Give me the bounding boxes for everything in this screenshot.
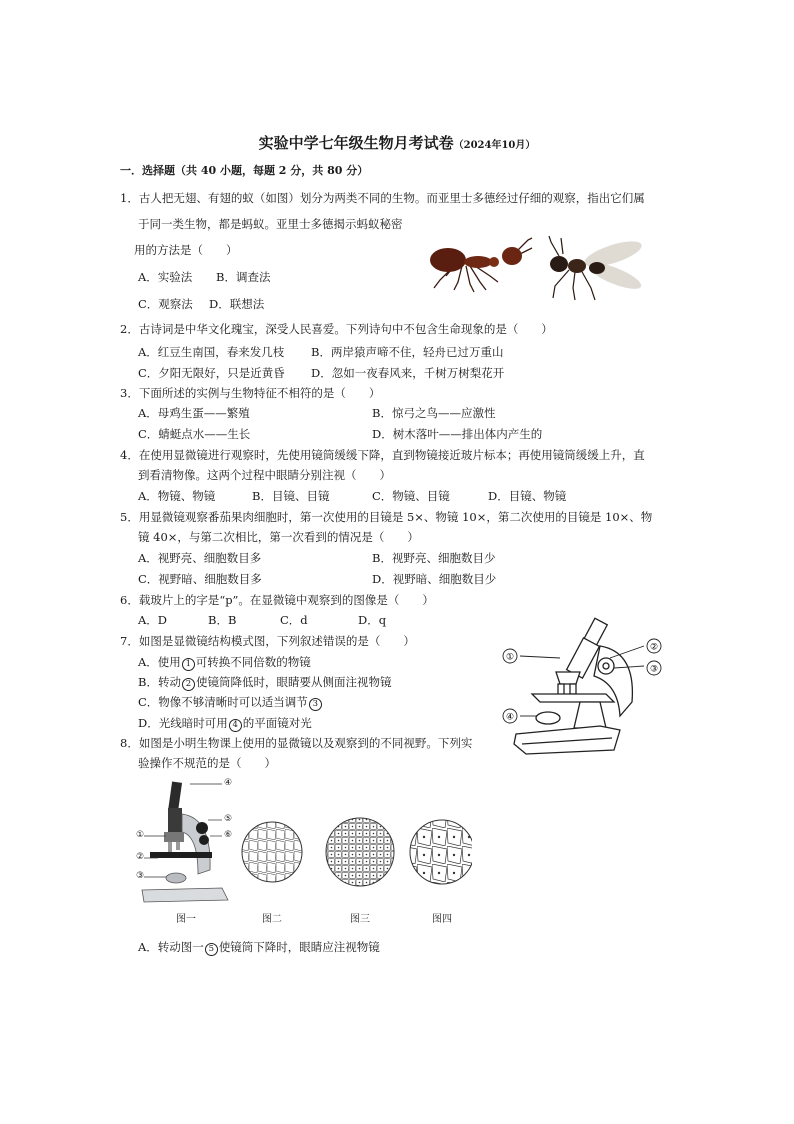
q8-label-1: ①: [136, 830, 145, 840]
q7-option-b: B．转动 2 使镜筒降低时，眼睛要从侧面注视物镜: [138, 675, 392, 689]
q1-option-a: A．实验法: [138, 270, 193, 284]
q8-stem-line2: 验操作不规范的是（ ）: [138, 756, 276, 770]
q5-stem-line2: 镜 40×，与第二次相比，第一次看到的情况是（ ）: [138, 530, 419, 544]
winged-ant-image: [545, 232, 645, 304]
q4-option-a: A．物镜、物镜: [138, 489, 216, 503]
q2-option-b: B．两岸猿声啼不住，轻舟已过万重山: [311, 345, 504, 359]
q6-stem: 6．载玻片上的字是“p”。在显微镜中观察到的图像是（ ）: [120, 593, 434, 607]
field-image-3: [326, 818, 394, 886]
microscope-diagram: [496, 592, 680, 762]
q8-label-5: ⑤: [224, 814, 233, 824]
q7-option-c: C．物像不够清晰时可以适当调节 3: [138, 695, 323, 711]
q2-option-c: C．夕阳无限好，只是近黄昏: [138, 366, 285, 380]
q1-option-c: C．观察法: [138, 297, 193, 311]
q3-option-a: A．母鸡生蛋——繁殖: [138, 406, 250, 420]
q5-option-b: B．视野亮、细胞数目少: [372, 551, 496, 565]
q3-option-c: C．蜻蜓点水——生长: [138, 427, 251, 441]
q4-stem-line2: 到看清物像。这两个过程中眼睛分别注视（ ）: [138, 468, 391, 482]
micro-label-4: ④: [505, 712, 515, 723]
page-title: 实验中学七年级生物月考试卷（2024年10月）: [258, 134, 536, 152]
q8-label-3: ③: [136, 871, 145, 881]
q6-option-d: D．q: [358, 613, 387, 627]
q1-stem-line1: 1．古人把无翅、有翅的蚁（如图）划分为两类不同的生物。而亚里士多德经过仔细的观察，指出它们属: [120, 191, 645, 205]
caption-fig2: 图二: [262, 914, 282, 925]
q5-option-d: D．视野暗、细胞数目少: [372, 572, 497, 586]
q8-figure: [132, 774, 472, 930]
q8-microscope-photo: [142, 781, 228, 902]
q3-option-b: B．惊弓之鸟——应激性: [372, 406, 496, 420]
q1-option-d: D．联想法: [209, 297, 265, 311]
micro-label-2: ②: [649, 642, 659, 653]
caption-fig3: 图三: [350, 914, 370, 925]
q8-stem-line1: 8．如图是小明生物课上使用的显微镜以及观察到的不同视野。下列实: [120, 736, 473, 750]
q5-option-c: C．视野暗、细胞数目多: [138, 572, 262, 586]
q5-stem-line1: 5．用显微镜观察番茄果肉细胞时，第一次使用的目镜是 5×、物镜 10×，第二次使用的目镜是 10×、物: [120, 510, 653, 524]
wingless-ant-image: [428, 236, 536, 294]
section-heading: 一．选择题（共 40 小题，每题 2 分，共 80 分）: [120, 164, 369, 177]
q7-option-d: D．光线暗时可用 4 的平面镜对光: [138, 716, 312, 730]
micro-label-3: ③: [649, 664, 659, 675]
marker-1: 1: [182, 658, 195, 671]
q3-option-d: D．树木落叶——排出体内产生的: [372, 427, 543, 441]
field-image-2: [242, 822, 302, 882]
field-image-4: [410, 820, 472, 884]
q2-option-d: D．忽如一夜春风来，千树万树梨花开: [311, 366, 505, 380]
q2-option-a: A．红豆生南国，春来发几枝: [138, 345, 285, 359]
q6-option-a: A．D: [138, 613, 168, 627]
q3-stem: 3．下面所述的实例与生物特征不相符的是（ ）: [120, 386, 381, 400]
q8-label-2: ②: [136, 852, 145, 862]
q8-label-4: ④: [224, 778, 233, 788]
q1-stem-line2: 于同一类生物，都是蚂蚁。亚里士多德揭示蚂蚁秘密: [138, 217, 403, 231]
q7-stem: 7．如图是显微镜结构模式图，下列叙述错误的是（ ）: [120, 634, 415, 648]
q6-option-c: C．d: [280, 613, 308, 627]
q4-option-b: B．目镜、目镜: [252, 489, 330, 503]
q5-option-a: A．视野亮、细胞数目多: [138, 551, 262, 565]
marker-2: 2: [182, 678, 195, 691]
marker-5: 5: [205, 943, 218, 956]
exam-date: （2024年10月）: [453, 140, 536, 151]
marker-3: 3: [309, 698, 322, 711]
q7-option-a: A．使用 1 可转换不同倍数的物镜: [138, 655, 311, 669]
q8-option-a: A．转动图一 5 使镜筒下降时，眼睛应注视物镜: [138, 940, 380, 954]
q1-option-b: B．调查法: [216, 270, 271, 284]
q1-stem-line3: 用的方法是（ ）: [134, 243, 238, 257]
caption-fig4: 图四: [432, 914, 452, 925]
q6-option-b: B．B: [208, 613, 237, 627]
q4-option-d: D．目镜、物镜: [488, 489, 567, 503]
q4-option-c: C．物镜、目镜: [372, 489, 450, 503]
q2-stem: 2．古诗词是中华文化瑰宝，深受人民喜爱。下列诗句中不包含生命现象的是（ ）: [120, 322, 553, 336]
marker-4: 4: [229, 719, 242, 732]
caption-fig1: 图一: [176, 914, 196, 925]
micro-label-1: ①: [505, 652, 515, 663]
q4-stem-line1: 4．在使用显微镜进行观察时，先使用镜筒缓缓下降，直到物镜接近玻片标本；再使用镜筒缓缓上升，直: [120, 448, 645, 462]
q8-label-6: ⑥: [224, 830, 233, 840]
